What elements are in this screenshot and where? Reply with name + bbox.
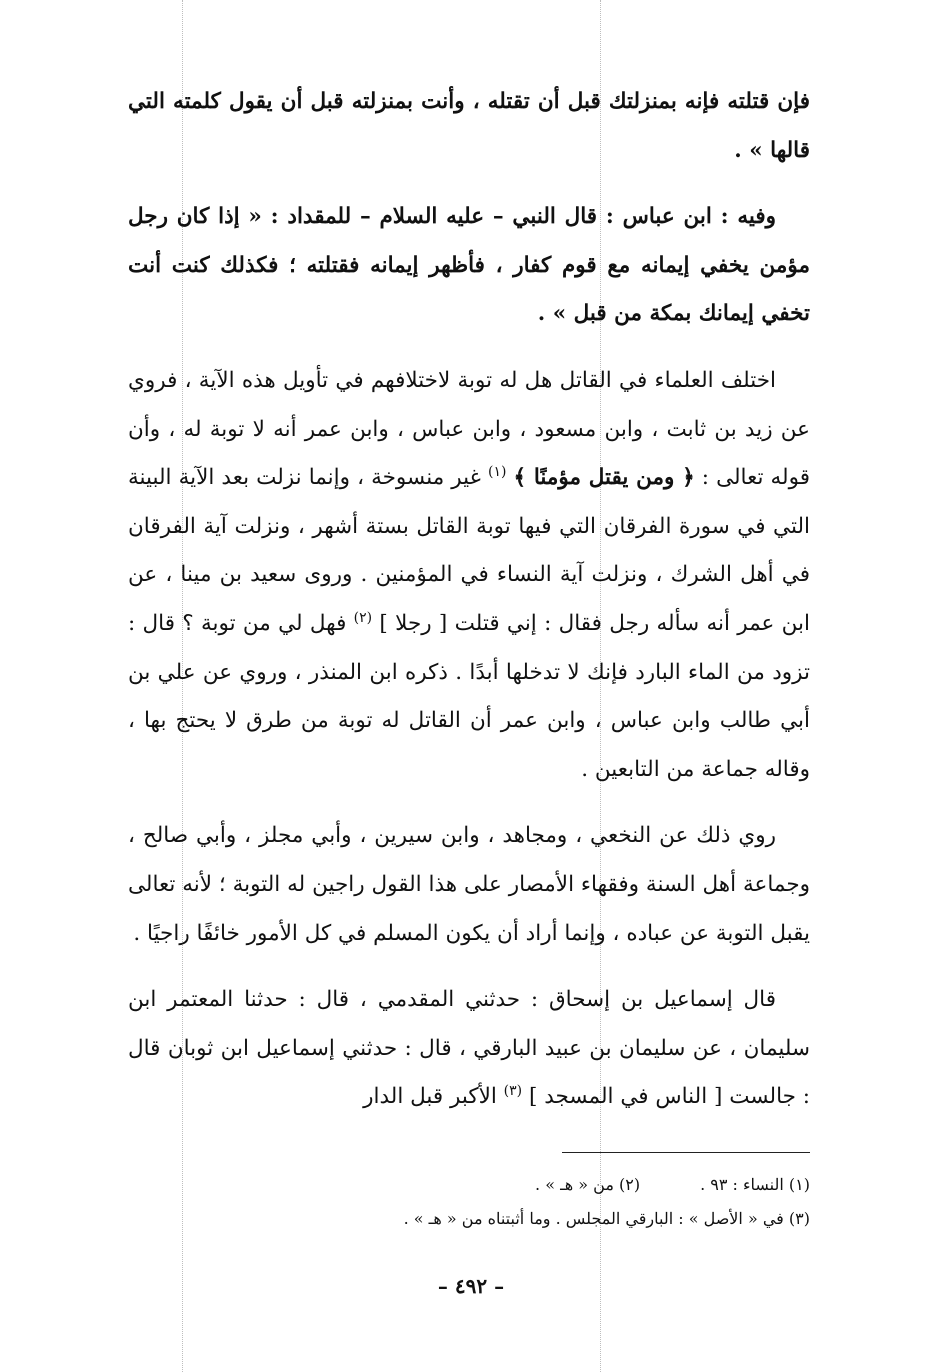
- footnote-ref-3[interactable]: (٣): [503, 1083, 523, 1100]
- paragraph-5-after: الأكبر قبل الدار: [363, 1084, 504, 1110]
- paragraph-3: [128, 357, 810, 794]
- page-number: – ٤٩٢ –: [437, 1274, 505, 1298]
- footnotes: [128, 1168, 810, 1236]
- paragraph-5-before: قال إسماعيل بن إسحاق : حدثني المقدمي ، قال : حدثنا المعتمر ابن سليمان ، عن سليمان بن عبيد البارقي ، قال : حدثني إسماعيل ابن ثوبان قال : جالست [ الناس في المسجد ]: [128, 987, 810, 1110]
- paragraph-5: [128, 976, 810, 1122]
- paragraph-3-mid: غير منسوخة ، وإنما نزلت بعد الآية البينة التي في سورة الفرقان التي فيها توبة القاتل بستة أشهر ، ونزلت آية الفرقان في أهل الشرك ، ونزلت آية النساء في المؤمنين . وروى سعيد بن مينا ، عن ابن عمر أنه سأله رجل فقال : إني قتلت [ رجلا ]: [128, 465, 810, 636]
- paragraph-3-after: فهل لي من توبة ؟ قال : تزود من الماء البارد فإنك لا تدخلها أبدًا . ذكره ابن المنذر ، وروي عن علي بن أبي طالب وابن عباس ، وابن عمر أن القاتل له توبة من طرق لا يحتج بها ، وقاله جماعة من التابعين .: [128, 610, 810, 782]
- footnote-row-1: [128, 1168, 810, 1202]
- paragraph-3-before: اختلف العلماء في القاتل هل له توبة لاختلافهم في تأويل هذه الآية ، فروي عن زيد بن ثابت ، وابن مسعود ، وابن عباس ، وابن عمر أنه لا توبة له ، وأن قوله تعالى :: [128, 367, 810, 491]
- paragraph-2: وفيه : ابن عباس : قال النبي – عليه السلام – للمقداد : « إذا كان رجل مؤمن يخفي إيمانه مع قوم كفار ، فأظهر إيمانه فقتلته ؛ فكذلك كنت أنت تخفي إيمانك بمكة من قبل » .: [128, 204, 810, 327]
- main-text: [128, 78, 810, 1140]
- quran-verse: ﴿ ومن يقتل مؤمنًا ﴾: [513, 465, 695, 491]
- footnote-divider: [562, 1152, 810, 1153]
- paragraph-1: فإن قتلته فإنه بمنزلتك قبل أن تقتله ، وأنت بمنزلته قبل أن يقول كلمته التي قالها » .: [128, 89, 810, 163]
- footnote-3: (٣) في « الأصل » : البارقي المجلس . وما أثبتناه من « هـ » .: [403, 1209, 810, 1228]
- footnote-ref-2[interactable]: (٢): [353, 609, 373, 626]
- footnote-row-2: [128, 1202, 810, 1236]
- footnote-2: (٢) من « هـ » .: [535, 1175, 641, 1194]
- paragraph-4: روي ذلك عن النخعي ، ومجاهد ، وابن سيرين ، وأبي مجلز ، وأبي صالح ، وجماعة أهل السنة وفقهاء الأمصار على هذا القول راجين له التوبة ؛ لأنه تعالى يقبل التوبة عن عباده ، وإنما أراد أن يكون المسلم في كل الأمور خائفًا راجيًا .: [128, 823, 810, 946]
- footnote-ref-1[interactable]: (١): [487, 464, 507, 480]
- footnote-1: (١) النساء : ٩٣ .: [700, 1175, 810, 1194]
